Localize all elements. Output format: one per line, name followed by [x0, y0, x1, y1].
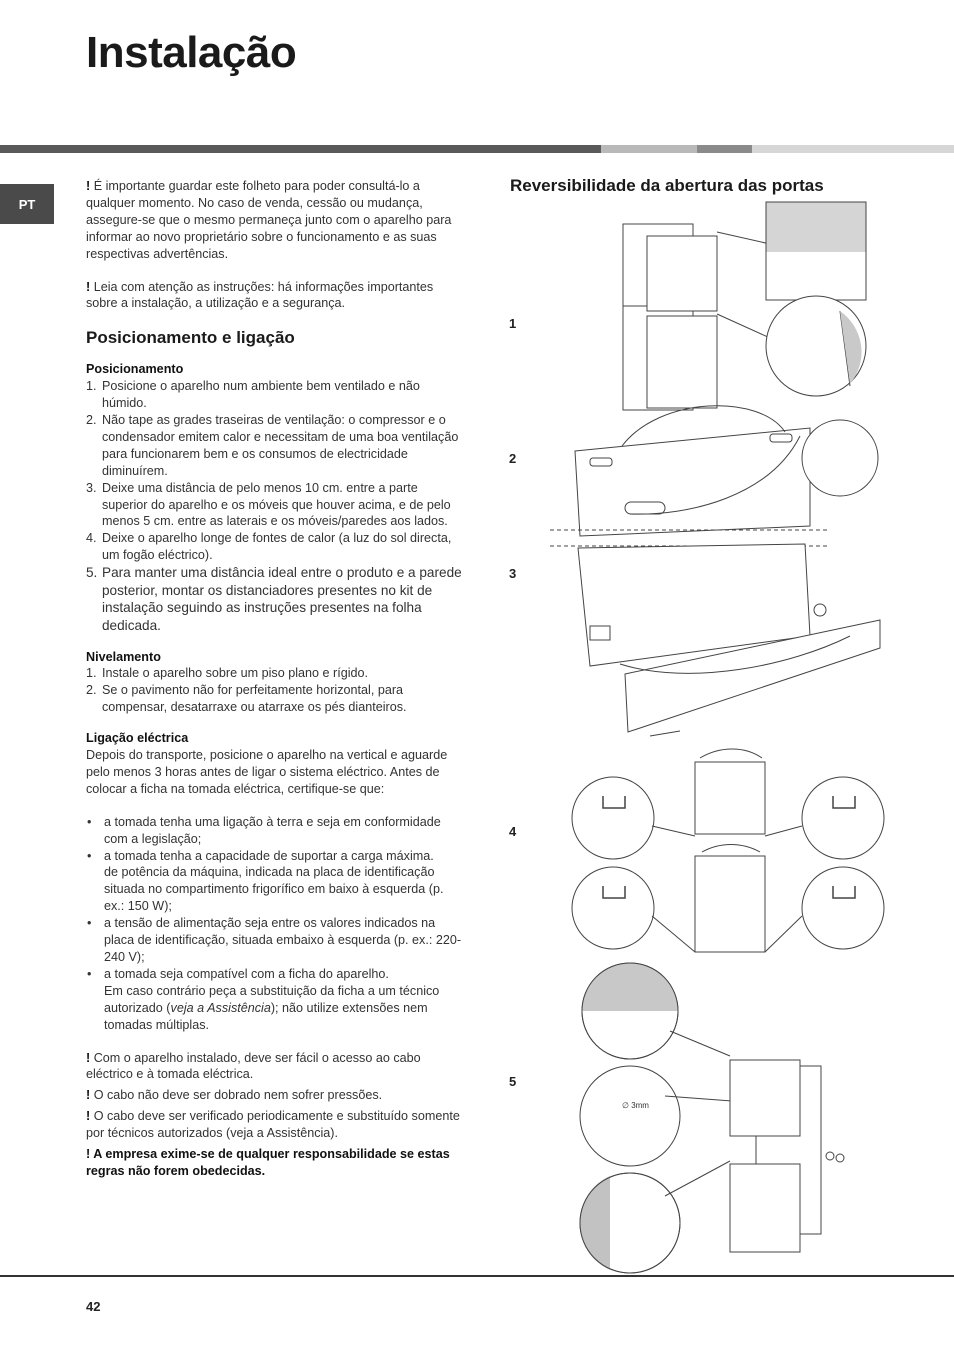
list-item: 4. Deixe o aparelho longe de fontes de calor (a luz do sol directa, um fogão eléctrico). — [86, 531, 452, 563]
list-item: 1. Posicione o aparelho num ambiente bem ventilado e não húmido. — [86, 379, 420, 411]
page-number: 42 — [86, 1299, 101, 1314]
footer-rule — [0, 1275, 954, 1277]
door-reversal-illustrations — [530, 196, 900, 1276]
leveling-list — [86, 665, 466, 716]
list-item: • a tomada tenha a capacidade de suportar a carga máxima. de potência da máquina, indicada na placa de identificação situada no compartimento frigorífico em baixo à esquerda (p. ex.: 150 W); — [87, 848, 444, 914]
fridge-step2-3-illustration — [550, 406, 880, 736]
positioning-list — [86, 378, 466, 634]
intro-text: É importante guardar este folheto para poder consultá-lo a qualquer momento. No caso de venda, cessão ou mudança, assegure-se que o mesmo permaneça junto com o aparelho para informar ao novo proprietário sobre o funcionamento e as suas respectivas advertências. — [86, 179, 452, 261]
step-label-4: 4 — [509, 824, 517, 839]
list-item: 2. Não tape as grades traseiras de ventilação: o compressor e o condensador emitem calor e necessitam de uma boa ventilação para funcionarem bem e os consumos de electricidade diminuírem. — [86, 412, 459, 478]
note: ! O cabo deve ser verificado periodicamente e substituído somente por técnicos autorizados (veja a Assistência). — [86, 1109, 460, 1141]
header-bar-light — [752, 145, 954, 153]
note: ! O cabo não deve ser dobrado nem sofrer pressões. — [86, 1088, 383, 1103]
fridge-step1-illustration — [623, 202, 866, 410]
electrical-bullets — [86, 814, 466, 1034]
subheading-electrical: Ligação eléctrica — [86, 731, 189, 746]
list-item: • a tensão de alimentação seja entre os valores indicados na placa de identificação, situada embaixo à esquerda (p. ex.: 220-240 V); — [87, 916, 462, 964]
intro-paragraph — [86, 279, 466, 313]
list-item: 3. Deixe uma distância de pelo menos 10 cm. entre a parte superior do aparelho e os móveis que houver acima, e de pelo menos 5 cm. entre as laterais e os móveis/paredes aos lados. — [86, 480, 451, 529]
left-column — [86, 178, 466, 1180]
subheading-leveling: Nivelamento — [86, 649, 161, 664]
header-bar-mid — [601, 145, 697, 153]
subheading-positioning: Posicionamento — [86, 362, 184, 377]
page-title: Instalação — [86, 28, 297, 77]
list-item: 5. Para manter uma distância ideal entre o produto e a parede posterior, montar os distanciadores presentes no kit de instalação seguindo as instruções presentes na folha dedicada. — [86, 565, 462, 633]
hinge-step5-illustration — [580, 963, 844, 1273]
list-item: • a tomada seja compatível com a ficha do aparelho. Em caso contrário peça a substituição da ficha a um técnico autorizado (veja a Assistência); não utilize extensões nem tomadas múltiplas. — [87, 966, 440, 1032]
reversibility-heading: Reversibilidade da abertura das portas — [510, 176, 824, 195]
step-label-1: 1 — [509, 316, 517, 331]
exclamation-mark: ! — [86, 179, 91, 193]
list-item: 1. Instale o aparelho sobre um piso plano e rígido. — [86, 666, 369, 681]
language-tab: PT — [0, 184, 54, 224]
list-item: 2. Se o pavimento não for perfeitamente horizontal, para compensar, desatarraxe ou atarraxe os pés dianteiros. — [86, 683, 407, 715]
step-label-3: 3 — [509, 566, 517, 581]
intro-paragraph — [86, 178, 466, 263]
step-label-2: 2 — [509, 451, 517, 466]
electrical-intro: Depois do transporte, posicione o aparelho na vertical e aguarde pelo menos 3 horas antes de ligar o sistema eléctrico. Antes de colocar a ficha na tomada eléctrica, certifique-se que: — [86, 748, 448, 796]
section-heading: Posicionamento e ligação — [86, 328, 295, 348]
note: ! Com o aparelho instalado, deve ser fácil o acesso ao cabo eléctrico e à tomada eléctrica. — [86, 1050, 421, 1082]
hole-diameter-label: ∅ 3mm — [622, 1101, 649, 1110]
header-bar-gray — [697, 145, 752, 153]
door-swap-step4-illustration — [572, 749, 884, 952]
intro-text: Leia com atenção as instruções: há informações importantes sobre a instalação, a utilização e a segurança. — [86, 279, 434, 311]
exclamation-mark: ! — [86, 279, 91, 294]
step-label-5: 5 — [509, 1074, 517, 1089]
header-bar-dark — [0, 145, 601, 153]
assistance-reference: veja a Assistência — [170, 1000, 271, 1015]
list-item: • a tomada tenha uma ligação à terra e seja em conformidade com a legislação; — [87, 814, 441, 846]
warning-note: ! A empresa exime-se de qualquer responsabilidade se estas regras não forem obedecidas. — [86, 1147, 450, 1178]
